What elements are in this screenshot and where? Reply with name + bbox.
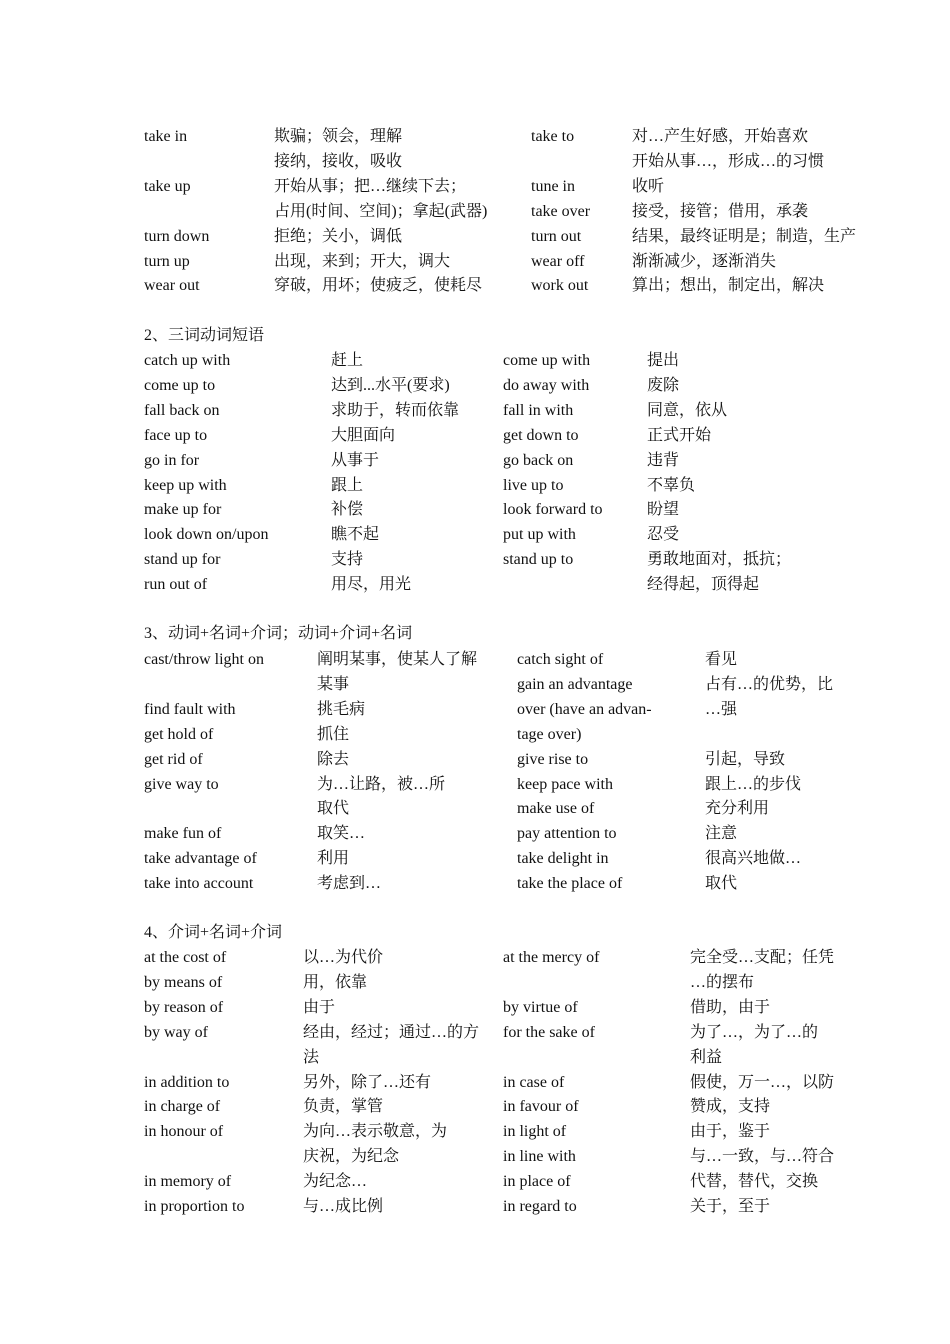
definition-left: 经由，经过；通过…的方 xyxy=(303,1023,480,1041)
term-left: turn up xyxy=(144,252,190,270)
phrase-row xyxy=(0,945,950,970)
definition-right: 开始从事…，形成…的习惯 xyxy=(632,152,825,170)
definition-right: 引起，导致 xyxy=(705,750,786,768)
definition-left: 另外，除了…还有 xyxy=(303,1073,432,1091)
definition-right: 完全受…支配；任凭 xyxy=(690,949,835,966)
term-right: take the place of xyxy=(517,875,623,893)
phrase-row xyxy=(0,1169,950,1194)
term-left: take in xyxy=(144,128,188,145)
term-left: come up to xyxy=(144,376,216,394)
definition-left: 占用(时间、空间)；拿起(武器) xyxy=(274,202,488,220)
term-right: turn out xyxy=(531,227,582,245)
phrase-row xyxy=(0,448,950,473)
definition-right: 为了…，为了…的 xyxy=(690,1023,819,1041)
definition-left: 跟上 xyxy=(331,476,364,494)
phrase-row xyxy=(0,1094,950,1119)
definition-left: 以…为代价 xyxy=(303,949,384,966)
definition-left: 用尽，用光 xyxy=(331,576,412,594)
definition-right: 注意 xyxy=(705,825,738,843)
term-right: gain an advantage xyxy=(517,675,633,693)
term-right: over (have an advan- xyxy=(517,700,652,718)
phrase-row xyxy=(0,199,950,224)
definition-right: 结果，最终证明是；制造，生产 xyxy=(632,227,857,245)
term-left: find fault with xyxy=(144,700,236,718)
phrase-row xyxy=(0,995,950,1020)
term-right: stand up to xyxy=(503,551,574,569)
term-right: in line with xyxy=(503,1148,576,1166)
definition-right: 充分利用 xyxy=(705,800,770,818)
definition-left: 法 xyxy=(303,1048,320,1066)
phrase-row xyxy=(0,672,950,697)
definition-left: 利用 xyxy=(317,850,350,868)
term-right: tune in xyxy=(531,177,575,195)
phrase-row xyxy=(0,149,950,174)
definition-right: 盼望 xyxy=(647,501,680,519)
term-left: in addition to xyxy=(144,1073,230,1091)
definition-left: 补偿 xyxy=(331,501,364,519)
definition-left: 某事 xyxy=(317,675,350,693)
phrase-row xyxy=(0,796,950,821)
term-right: in place of xyxy=(503,1173,571,1191)
phrase-row xyxy=(0,572,950,597)
term-left: stand up for xyxy=(144,551,221,569)
definition-left: 由于 xyxy=(303,998,336,1016)
phrase-row xyxy=(0,1045,950,1070)
term-right: put up with xyxy=(503,526,576,544)
term-left: wear out xyxy=(144,277,200,295)
phrase-row xyxy=(0,124,950,149)
term-left: look down on/upon xyxy=(144,526,269,544)
definition-right: 代替，替代，交换 xyxy=(690,1173,819,1191)
definition-right: 算出；想出，制定出，解决 xyxy=(632,277,825,295)
definition-right: 违背 xyxy=(647,451,680,469)
definition-left: 支持 xyxy=(331,551,364,569)
definition-right: 利益 xyxy=(690,1048,723,1066)
phrase-row xyxy=(0,547,950,572)
term-right: pay attention to xyxy=(517,825,617,843)
term-left: in proportion to xyxy=(144,1198,245,1215)
phrase-row xyxy=(0,871,950,896)
definition-left: 用，依靠 xyxy=(303,973,368,991)
term-left: make fun of xyxy=(144,825,222,843)
definition-right: 不辜负 xyxy=(647,476,696,494)
phrase-row xyxy=(0,722,950,747)
phrase-row xyxy=(0,522,950,547)
definition-left: 求助于，转而依靠 xyxy=(331,401,460,419)
definition-right: 对…产生好感，开始喜欢 xyxy=(632,128,809,145)
definition-right: 跟上…的步伐 xyxy=(705,775,802,793)
term-left: in memory of xyxy=(144,1173,232,1191)
definition-right: 看见 xyxy=(705,651,738,668)
term-right: in favour of xyxy=(503,1098,579,1116)
definition-right: 经得起，顶得起 xyxy=(647,576,760,594)
phrase-row xyxy=(0,1020,950,1045)
phrase-row xyxy=(0,821,950,846)
term-right: take over xyxy=(531,202,591,220)
term-left: get hold of xyxy=(144,725,214,743)
definition-left: 接纳，接收，吸收 xyxy=(274,152,403,170)
term-left: catch up with xyxy=(144,352,231,369)
phrase-row xyxy=(0,497,950,522)
term-left: by reason of xyxy=(144,998,224,1016)
definition-right: 渐渐减少，逐渐消失 xyxy=(632,252,777,270)
definition-right: …的摆布 xyxy=(690,973,755,991)
definition-left: 从事于 xyxy=(331,451,380,469)
definition-right: 由于，鉴于 xyxy=(690,1123,771,1141)
term-left: cast/throw light on xyxy=(144,651,264,668)
phrase-row xyxy=(0,1194,950,1219)
phrase-row xyxy=(0,224,950,249)
definition-right: 正式开始 xyxy=(647,426,712,444)
section-3-heading: 3、动词+名词+介词；动词+介词+名词 xyxy=(144,625,413,642)
definition-right: 废除 xyxy=(647,376,680,394)
definition-left: 赶上 xyxy=(331,352,364,369)
term-right: get down to xyxy=(503,426,579,444)
definition-right: 借助，由于 xyxy=(690,998,771,1016)
definition-left: 庆祝，为纪念 xyxy=(303,1148,400,1166)
definition-left: 除去 xyxy=(317,750,350,768)
phrase-row xyxy=(0,747,950,772)
term-right: come up with xyxy=(503,352,591,369)
term-right: wear off xyxy=(531,252,585,270)
phrase-row xyxy=(0,647,950,672)
definition-right: 很高兴地做… xyxy=(705,850,802,868)
definition-right: 与…一致，与…符合 xyxy=(690,1148,835,1166)
phrase-row xyxy=(0,697,950,722)
term-left: at the cost of xyxy=(144,949,227,966)
definition-left: 取笑… xyxy=(317,825,366,843)
definition-left: 抓住 xyxy=(317,725,350,743)
definition-left: 与…成比例 xyxy=(303,1198,384,1215)
phrase-row xyxy=(0,1144,950,1169)
phrase-row xyxy=(0,174,950,199)
term-left: go in for xyxy=(144,451,200,469)
section-2-heading: 2、三词动词短语 xyxy=(144,327,265,344)
term-left: take into account xyxy=(144,875,254,893)
phrase-row xyxy=(0,473,950,498)
term-right: for the sake of xyxy=(503,1023,595,1041)
phrase-row xyxy=(0,249,950,274)
definition-left: 拒绝；关小，调低 xyxy=(274,227,403,245)
definition-left: 瞧不起 xyxy=(331,526,380,544)
term-right: catch sight of xyxy=(517,651,604,668)
phrase-row xyxy=(0,1119,950,1144)
phrase-row xyxy=(0,273,950,298)
phrase-row xyxy=(0,348,950,373)
definition-right: 接受，接管；借用，承袭 xyxy=(632,202,809,220)
term-left: by way of xyxy=(144,1023,208,1041)
definition-left: 达到...水平(要求) xyxy=(331,376,450,394)
definition-left: 为向…表示敬意，为 xyxy=(303,1123,448,1141)
term-right: make use of xyxy=(517,800,595,818)
phrase-row xyxy=(0,373,950,398)
definition-right: 假使，万一…，以防 xyxy=(690,1073,835,1091)
term-left: in charge of xyxy=(144,1098,221,1116)
term-right: fall in with xyxy=(503,401,574,419)
definition-right: 取代 xyxy=(705,875,738,893)
term-right: take delight in xyxy=(517,850,609,868)
term-left: take advantage of xyxy=(144,850,257,868)
definition-right: 收听 xyxy=(632,177,665,195)
term-left: turn down xyxy=(144,227,210,245)
term-right: do away with xyxy=(503,376,590,394)
definition-left: 为…让路，被…所 xyxy=(317,775,446,793)
term-left: fall back on xyxy=(144,401,220,419)
term-right: live up to xyxy=(503,476,564,494)
term-right: give rise to xyxy=(517,750,589,768)
term-left: run out of xyxy=(144,576,208,594)
definition-left: 出现，来到；开大，调大 xyxy=(274,252,451,270)
definition-right: …强 xyxy=(705,700,738,718)
phrase-row xyxy=(0,772,950,797)
phrase-row xyxy=(0,398,950,423)
phrase-row xyxy=(0,970,950,995)
definition-left: 穿破，用坏；使疲乏，使耗尽 xyxy=(274,277,483,295)
term-left: face up to xyxy=(144,426,208,444)
term-left: in honour of xyxy=(144,1123,224,1141)
term-right: by virtue of xyxy=(503,998,578,1016)
definition-right: 赞成，支持 xyxy=(690,1098,771,1116)
section-4-heading: 4、介词+名词+介词 xyxy=(144,924,283,941)
term-left: give way to xyxy=(144,775,219,793)
term-left: keep up with xyxy=(144,476,227,494)
phrase-row xyxy=(0,846,950,871)
definition-left: 挑毛病 xyxy=(317,700,366,718)
definition-left: 负责，掌管 xyxy=(303,1098,384,1116)
term-right: look forward to xyxy=(503,501,603,519)
definition-right: 忍受 xyxy=(647,526,680,544)
definition-right: 同意，依从 xyxy=(647,401,728,419)
term-right: take to xyxy=(531,128,575,145)
term-left: take up xyxy=(144,177,191,195)
term-left: by means of xyxy=(144,973,223,991)
term-right: at the mercy of xyxy=(503,949,600,966)
phrase-row xyxy=(0,1070,950,1095)
term-left: make up for xyxy=(144,501,222,519)
definition-left: 欺骗；领会，理解 xyxy=(274,128,403,145)
definition-left: 考虑到… xyxy=(317,875,382,893)
term-right: in regard to xyxy=(503,1198,577,1215)
term-left: get rid of xyxy=(144,750,203,768)
term-right: go back on xyxy=(503,451,574,469)
term-right: keep pace with xyxy=(517,775,613,793)
definition-right: 提出 xyxy=(647,352,680,369)
term-right: tage over) xyxy=(517,725,582,743)
term-right: work out xyxy=(531,277,589,295)
definition-left: 大胆面向 xyxy=(331,426,396,444)
term-right: in light of xyxy=(503,1123,567,1141)
definition-left: 取代 xyxy=(317,800,350,818)
term-right: in case of xyxy=(503,1073,565,1091)
definition-right: 占有…的优势，比 xyxy=(705,675,834,693)
phrase-row xyxy=(0,423,950,448)
definition-left: 为纪念… xyxy=(303,1173,368,1191)
definition-left: 阐明某事，使某人了解 xyxy=(317,651,478,668)
definition-left: 开始从事；把…继续下去； xyxy=(274,177,467,195)
definition-right: 关于，至于 xyxy=(690,1198,771,1215)
definition-right: 勇敢地面对，抵抗； xyxy=(647,551,792,569)
